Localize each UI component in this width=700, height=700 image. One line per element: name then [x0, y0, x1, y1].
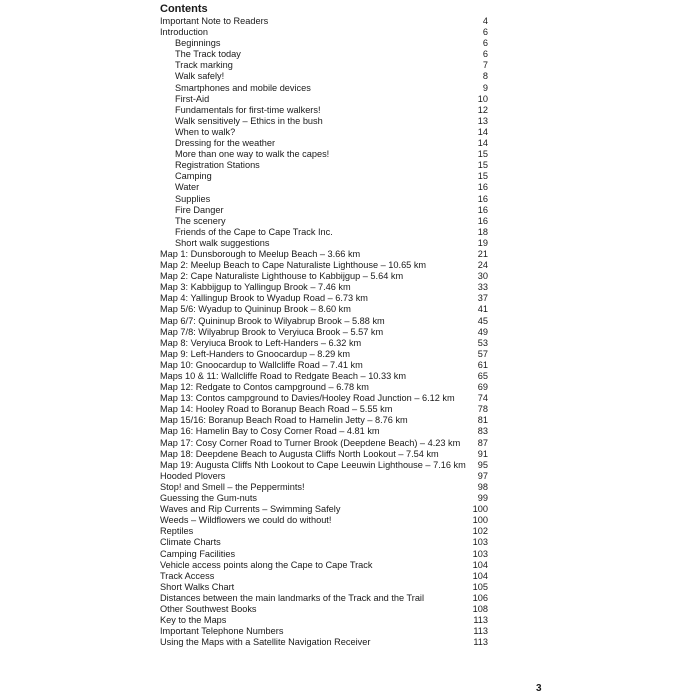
toc-entry-page-number: 12 — [477, 104, 488, 115]
toc-entry-page-number: 106 — [472, 592, 488, 603]
toc-entry-page-number: 97 — [477, 470, 488, 481]
toc-entry-label: Map 10: Gnoocardup to Wallcliffe Road – 7.41 km — [160, 359, 363, 370]
toc-entry-label: Maps 10 & 11: Wallcliffe Road to Redgate Beach – 10.33 km — [160, 371, 406, 381]
toc-entry — [160, 249, 490, 260]
toc-entry — [160, 327, 490, 338]
toc-entry-label: Stop! and Smell – the Peppermints! — [160, 481, 305, 492]
toc-entry — [160, 27, 490, 38]
toc-entry — [160, 282, 490, 293]
toc-entry-page-number: 113 — [473, 615, 488, 626]
toc-entry — [160, 71, 490, 82]
toc-entry-page-number: 21 — [477, 248, 488, 259]
toc-entry-page-number: 24 — [477, 260, 488, 271]
toc-entry-page-number: 104 — [472, 559, 488, 570]
toc-entry — [160, 116, 490, 127]
toc-entry-page-number: 16 — [477, 215, 488, 226]
toc-entry — [160, 216, 490, 227]
toc-entry-page-number: 16 — [477, 193, 488, 204]
toc-entry — [160, 626, 490, 637]
toc-entry-label: Short walk suggestions — [175, 237, 270, 248]
toc-entry-label: Map 18: Deepdene Beach to Augusta Cliffs North Lookout – 7.54 km — [160, 448, 439, 459]
toc-entry-page-number: 14 — [477, 138, 488, 149]
toc-entry-label: Track Access — [160, 570, 215, 581]
toc-entry-label: Weeds – Wildflowers we could do without! — [160, 515, 332, 526]
toc-entry-page-number: 30 — [477, 271, 488, 282]
toc-entry — [160, 94, 490, 105]
toc-entry-label: Camping Facilities — [160, 548, 236, 559]
toc-entry — [160, 526, 490, 537]
toc-entry-label: Map 3: Kabbijgup to Yallingup Brook – 7.46 km — [160, 282, 351, 293]
contents-list — [160, 16, 490, 648]
toc-entry — [160, 205, 490, 216]
toc-entry-label: Walk sensitively – Ethics in the bush — [175, 115, 323, 126]
toc-entry-page-number: 15 — [477, 160, 488, 171]
toc-entry-page-number: 16 — [477, 204, 488, 215]
toc-entry-label: Map 19: Augusta Cliffs Nth Lookout to Cape Leeuwin Lighthouse – 7.16 km — [160, 459, 466, 470]
toc-entry-label: Smartphones and mobile devices — [175, 82, 311, 93]
toc-entry-label: Important Note to Readers — [160, 16, 269, 26]
toc-entry-label: More than one way to walk the capes! — [175, 149, 330, 160]
toc-entry-label: Map 15/16: Boranup Beach Road to Hamelin Jetty – 8.76 km — [160, 415, 408, 426]
toc-entry-label: Waves and Rip Currents – Swimming Safely — [160, 504, 341, 515]
toc-entry — [160, 382, 490, 393]
toc-entry-label: Dressing for the weather — [175, 138, 276, 149]
toc-entry-label: Map 6/7: Quininup Brook to Wilyabrup Brook – 5.88 km — [160, 315, 385, 326]
toc-entry-label: Map 13: Contos campground to Davies/Hooley Road Junction – 6.12 km — [160, 393, 455, 404]
toc-entry — [160, 349, 490, 360]
toc-entry — [160, 105, 490, 116]
toc-entry-page-number: 53 — [477, 337, 488, 348]
toc-entry — [160, 493, 490, 504]
toc-entry — [160, 127, 490, 138]
toc-entry-page-number: 41 — [477, 304, 488, 315]
toc-entry-page-number: 69 — [477, 382, 488, 393]
toc-entry-label: Map 2: Meelup Beach to Cape Naturaliste Lighthouse – 10.65 km — [160, 260, 427, 271]
toc-entry-page-number: 61 — [477, 359, 488, 370]
toc-entry-label: Climate Charts — [160, 537, 221, 548]
toc-entry — [160, 404, 490, 415]
toc-entry — [160, 194, 490, 205]
toc-entry-label: Hooded Plovers — [160, 470, 226, 481]
toc-entry-page-number: 78 — [477, 404, 488, 415]
toc-entry-label: Other Southwest Books — [160, 603, 257, 614]
toc-entry — [160, 16, 490, 27]
toc-entry — [160, 482, 490, 493]
toc-entry-page-number: 83 — [477, 426, 488, 437]
toc-entry — [160, 138, 490, 149]
toc-entry-page-number: 113 — [473, 626, 488, 637]
toc-entry-label: When to walk? — [175, 126, 236, 137]
toc-entry-label: Distances between the main landmarks of the Track and the Trail — [160, 592, 425, 603]
toc-entry-label: Map 8: Veryiuca Brook to Left-Handers – 6.32 km — [160, 337, 362, 348]
toc-entry-label: The Track today — [175, 49, 241, 60]
toc-entry — [160, 537, 490, 548]
toc-entry-page-number: 19 — [477, 237, 488, 248]
toc-entry-page-number: 18 — [477, 226, 488, 237]
toc-entry — [160, 271, 490, 282]
toc-entry-page-number: 105 — [472, 581, 488, 592]
toc-entry — [160, 604, 490, 615]
toc-entry-label: Vehicle access points along the Cape to Cape Track — [160, 559, 373, 570]
toc-entry-page-number: 65 — [477, 371, 488, 381]
toc-entry — [160, 393, 490, 404]
toc-entry-page-number: 113 — [473, 637, 488, 648]
toc-entry — [160, 460, 490, 471]
toc-entry-page-number: 6 — [482, 38, 488, 49]
toc-entry-label: Introduction — [160, 27, 209, 38]
toc-entry-label: Map 5/6: Wyadup to Quininup Brook – 8.60 km — [160, 304, 351, 315]
toc-entry-page-number: 98 — [477, 481, 488, 492]
toc-entry-label: Walk safely! — [175, 71, 225, 82]
toc-entry-page-number: 99 — [477, 493, 488, 504]
toc-entry-page-number: 6 — [482, 49, 488, 60]
toc-entry — [160, 549, 490, 560]
toc-entry-label: Beginnings — [175, 38, 221, 49]
toc-entry-label: Fire Danger — [175, 204, 224, 215]
toc-entry-label: Supplies — [175, 193, 211, 204]
toc-entry-label: Short Walks Chart — [160, 581, 235, 592]
toc-entry-label: Map 1: Dunsborough to Meelup Beach – 3.66 km — [160, 248, 361, 259]
toc-entry — [160, 504, 490, 515]
toc-entry-page-number: 95 — [477, 459, 488, 470]
toc-entry — [160, 471, 490, 482]
toc-entry — [160, 615, 490, 626]
toc-entry — [160, 560, 490, 571]
toc-entry-page-number: 6 — [482, 27, 488, 38]
toc-entry — [160, 360, 490, 371]
toc-entry-page-number: 16 — [477, 182, 488, 193]
toc-entry-page-number: 49 — [477, 326, 488, 337]
toc-entry-page-number: 102 — [472, 526, 488, 537]
toc-entry-label: Map 2: Cape Naturaliste Lighthouse to Kabbijgup – 5.64 km — [160, 271, 404, 282]
toc-entry — [160, 515, 490, 526]
toc-entry-label: Track marking — [175, 60, 233, 71]
toc-entry-page-number: 7 — [482, 60, 488, 71]
toc-entry — [160, 426, 490, 437]
toc-entry-page-number: 91 — [477, 448, 488, 459]
toc-entry — [160, 316, 490, 327]
contents-title: Contents — [160, 3, 208, 15]
toc-entry-page-number: 13 — [477, 115, 488, 126]
toc-entry-label: Map 14: Hooley Road to Boranup Beach Road – 5.55 km — [160, 404, 393, 415]
toc-entry — [160, 149, 490, 160]
toc-entry-page-number: 87 — [477, 437, 488, 448]
toc-entry-page-number: 100 — [472, 504, 488, 515]
toc-entry-page-number: 57 — [477, 348, 488, 359]
toc-entry-label: Map 7/8: Wilyabrup Brook to Veryiuca Brook – 5.57 km — [160, 326, 384, 337]
toc-entry — [160, 38, 490, 49]
toc-entry — [160, 338, 490, 349]
toc-entry-page-number: 104 — [472, 570, 488, 581]
toc-entry-page-number: 15 — [477, 171, 488, 182]
toc-entry-page-number: 4 — [482, 16, 488, 26]
toc-entry — [160, 260, 490, 271]
toc-entry — [160, 49, 490, 60]
toc-entry-label: Friends of the Cape to Cape Track Inc. — [175, 226, 333, 237]
toc-entry — [160, 171, 490, 182]
toc-entry-label: Guessing the Gum-nuts — [160, 493, 258, 504]
toc-entry-page-number: 103 — [472, 537, 488, 548]
toc-entry — [160, 304, 490, 315]
toc-entry-page-number: 14 — [477, 126, 488, 137]
toc-entry-label: Registration Stations — [175, 160, 260, 171]
toc-entry — [160, 415, 490, 426]
toc-entry — [160, 571, 490, 582]
toc-entry — [160, 637, 490, 648]
toc-entry — [160, 238, 490, 249]
toc-entry-label: Key to the Maps — [160, 615, 227, 626]
toc-entry-page-number: 15 — [477, 149, 488, 160]
toc-entry-label: Map 12: Redgate to Contos campground – 6.78 km — [160, 382, 369, 393]
toc-entry-page-number: 100 — [472, 515, 488, 526]
toc-entry — [160, 371, 490, 382]
toc-entry-label: Using the Maps with a Satellite Navigation Receiver — [160, 637, 371, 648]
toc-entry-label: Camping — [175, 171, 212, 182]
toc-entry-page-number: 103 — [472, 548, 488, 559]
toc-entry — [160, 438, 490, 449]
toc-entry — [160, 227, 490, 238]
toc-entry — [160, 449, 490, 460]
toc-entry-page-number: 37 — [477, 293, 488, 304]
toc-entry-label: Fundamentals for first-time walkers! — [175, 104, 321, 115]
toc-entry-page-number: 74 — [477, 393, 488, 404]
toc-entry-label: Water — [175, 182, 200, 193]
toc-entry-page-number: 10 — [477, 93, 488, 104]
toc-entry-page-number: 8 — [482, 71, 488, 82]
toc-entry-page-number: 33 — [477, 282, 488, 293]
toc-entry-page-number: 45 — [477, 315, 488, 326]
toc-entry — [160, 582, 490, 593]
toc-entry — [160, 160, 490, 171]
toc-entry-label: First-Aid — [175, 93, 210, 104]
toc-entry-label: Important Telephone Numbers — [160, 626, 284, 637]
toc-entry — [160, 60, 490, 71]
toc-entry-label: Map 16: Hamelin Bay to Cosy Corner Road – 4.81 km — [160, 426, 380, 437]
toc-entry-label: Map 17: Cosy Corner Road to Turner Brook (Deepdene Beach) – 4.23 km — [160, 437, 461, 448]
toc-entry-page-number: 108 — [472, 603, 488, 614]
toc-entry — [160, 593, 490, 604]
page-number: 3 — [536, 683, 542, 694]
toc-entry — [160, 182, 490, 193]
toc-entry — [160, 83, 490, 94]
toc-entry-label: Reptiles — [160, 526, 194, 537]
toc-entry-label: Map 4: Yallingup Brook to Wyadup Road – 6.73 km — [160, 293, 368, 304]
toc-entry-label: Map 9: Left-Handers to Gnoocardup – 8.29 km — [160, 348, 350, 359]
toc-entry-label: The scenery — [175, 215, 226, 226]
toc-entry-page-number: 81 — [477, 415, 488, 426]
toc-entry — [160, 293, 490, 304]
toc-entry-page-number: 9 — [482, 82, 488, 93]
